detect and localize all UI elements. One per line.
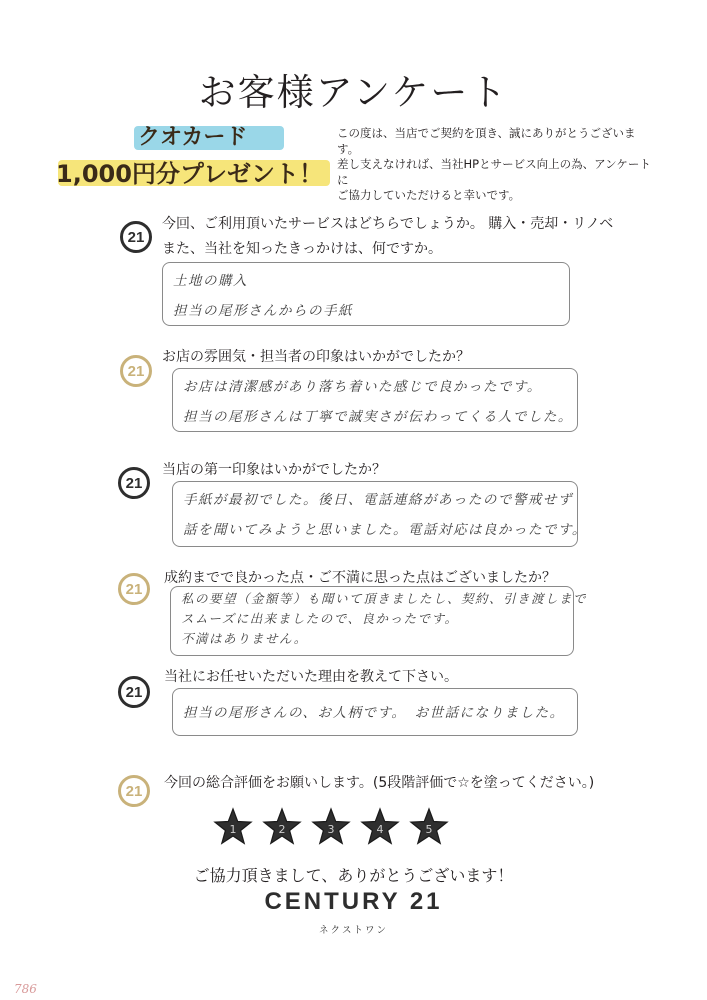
century21-logo-icon: 21 — [118, 676, 150, 708]
intro-line: ご協力していただけると幸いです。 — [337, 188, 521, 202]
question-4: 成約までで良かった点・ご不満に思った点はございましたか？ — [164, 570, 556, 586]
answer-2-line-1: お店は清潔感があり落ち着いた感じで良かったです。 — [183, 379, 542, 395]
star-number-label: 3 — [327, 823, 335, 836]
rating-star-3[interactable] — [310, 806, 352, 848]
question-1-line-2: また、当社を知ったきっかけは、何ですか。 — [162, 241, 442, 257]
answer-4-line-1: 私の要望（金額等）も聞いて頂きましたし、契約、引き渡しまで — [181, 591, 588, 606]
rating-star-4[interactable] — [359, 806, 401, 848]
star-number-label: 5 — [425, 823, 433, 836]
answer-box-4[interactable] — [170, 586, 588, 656]
answer-1-line-2: 担当の尾形さんからの手紙 — [173, 303, 353, 319]
thanks-message: ご協力頂きまして、ありがとうございます！ — [193, 866, 514, 885]
intro-text — [337, 126, 657, 204]
star-number-label: 4 — [376, 823, 384, 836]
question-5: 当社にお任せいただいた理由を教えて下さい。 — [164, 669, 458, 685]
century21-logo-icon: 21 — [120, 221, 152, 253]
answer-5-line-1: 担当の尾形さんの、お人柄です。 お世話になりました。 — [183, 705, 565, 721]
document-number-stamp: 786 — [14, 982, 37, 996]
answer-box-2[interactable] — [172, 368, 578, 432]
question-3: 当店の第一印象はいかがでしたか？ — [162, 462, 386, 478]
quo-card-promo — [56, 120, 346, 190]
answer-box-1[interactable] — [162, 262, 570, 326]
answer-2-line-2: 担当の尾形さんは丁寧で誠実さが伝わってくる人でした。 — [183, 409, 573, 425]
question-2: お店の雰囲気・担当者の印象はいかがでしたか？ — [162, 349, 470, 365]
promo-amount: 1,000円分プレゼント！ — [56, 160, 323, 188]
question-1-line-1: 今回、ご利用頂いたサービスはどちらでしょうか。 購入・売却・リノベ — [162, 216, 614, 232]
answer-box-5[interactable] — [172, 688, 578, 736]
rating-star-1[interactable] — [212, 806, 254, 848]
answer-3-line-1: 手紙が最初でした。後日、電話連絡があったので警戒せず — [183, 492, 573, 508]
brand-logo: CENTURY 21 — [264, 888, 443, 915]
answer-1-line-1: 土地の購入 — [173, 273, 248, 289]
century21-logo-icon: 21 — [118, 775, 150, 807]
question-6: 今回の総合評価をお願いします。(5段階評価で☆を塗ってください。) — [164, 775, 595, 791]
century21-logo-icon: 21 — [118, 467, 150, 499]
intro-line: 差し支えなければ、当社HPとサービス向上の為、アンケートに — [337, 157, 651, 187]
rating-star-5[interactable] — [408, 806, 450, 848]
answer-box-3[interactable] — [172, 481, 587, 547]
answer-3-line-2: 話を聞いてみようと思いました。電話対応は良かったです。 — [183, 522, 587, 538]
star-number-label: 1 — [229, 823, 237, 836]
century21-logo-icon: 21 — [118, 573, 150, 605]
star-number-label: 2 — [278, 823, 286, 836]
rating-star-2[interactable] — [261, 806, 303, 848]
answer-4-line-3: 不満はありません。 — [181, 631, 308, 646]
page-title: お客様アンケート — [198, 71, 509, 114]
intro-line: この度は、当店でご契約を頂き、誠にありがとうございます。 — [337, 126, 636, 156]
promo-title: クオカード — [138, 125, 248, 150]
branch-name: ネクストワン — [319, 925, 388, 936]
century21-logo-icon: 21 — [120, 355, 152, 387]
answer-4-line-2: スムーズに出来ましたので、良かったです。 — [181, 611, 459, 626]
star-rating[interactable] — [212, 806, 462, 848]
